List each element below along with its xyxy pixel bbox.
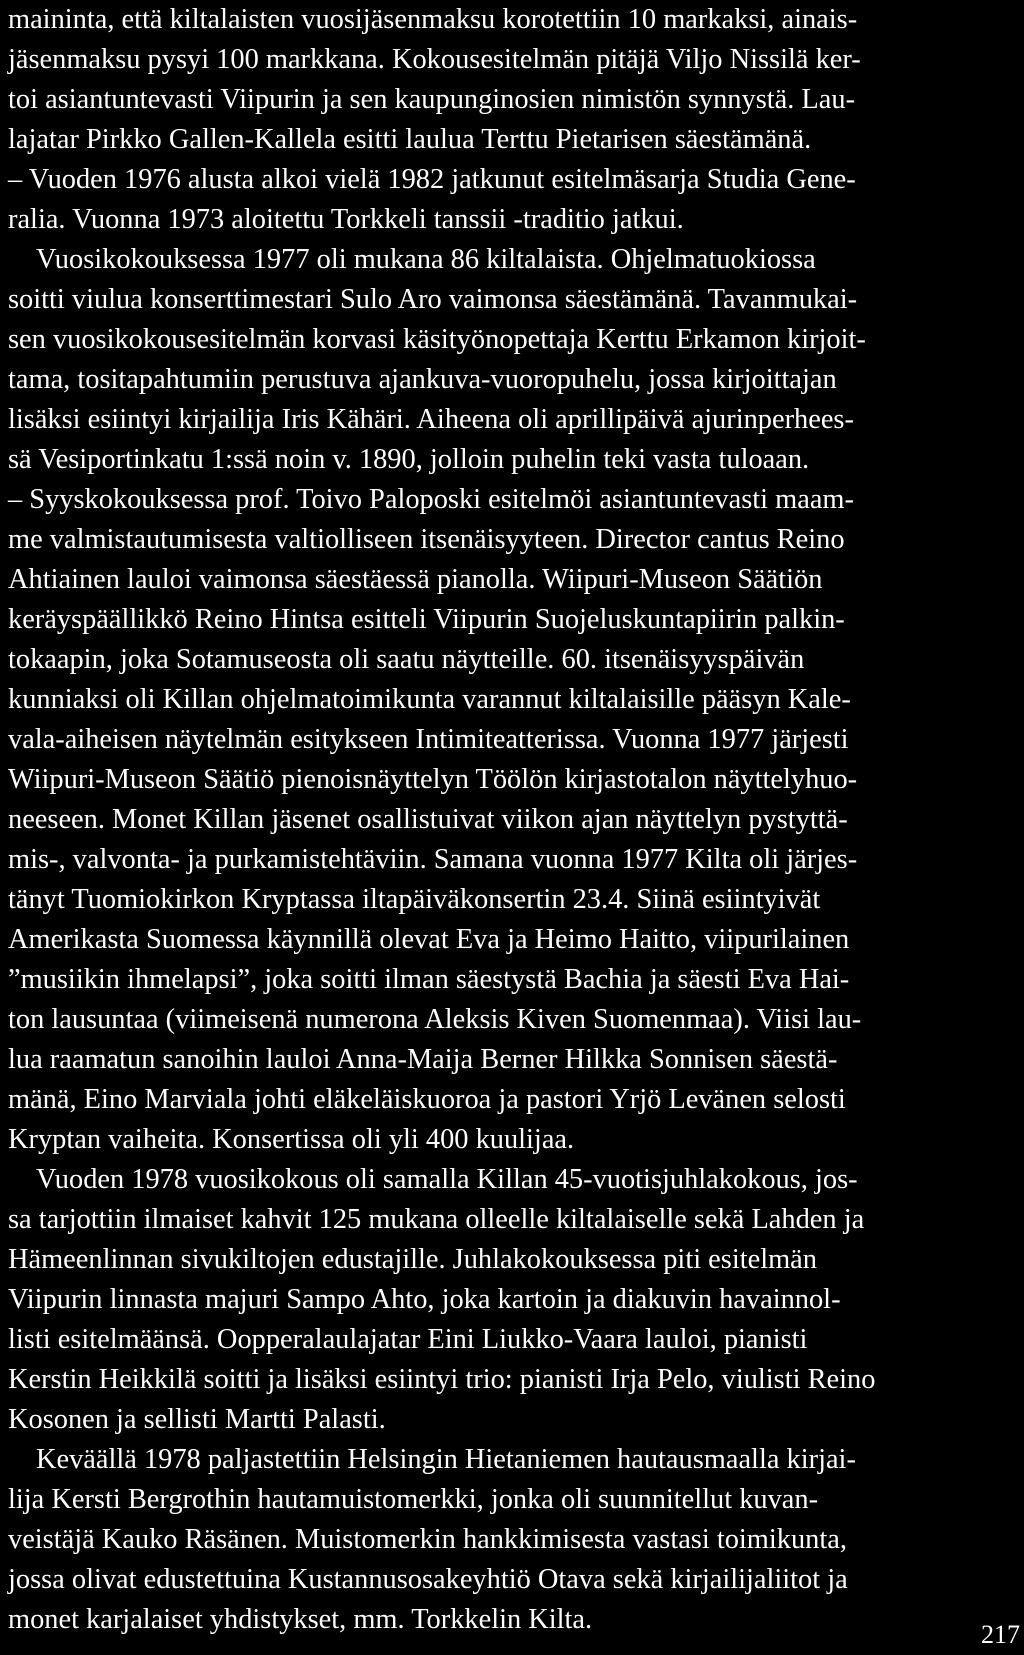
text-line: monet karjalaiset yhdistykset, mm. Torkkelin Kilta.: [8, 1604, 593, 1635]
text-line: tokaapin, joka Sotamuseosta oli saatu näytteille. 60. itsenäisyyspäivän: [8, 644, 805, 675]
text-line: lua raamatun sanoihin lauloi Anna-Maija Berner Hilkka Sonnisen säestä-: [8, 1044, 838, 1075]
text-line: tama, tositapahtumiin perustuva ajankuva-vuoropuhelu, jossa kirjoittajan: [8, 364, 837, 395]
text-line: – Vuoden 1976 alusta alkoi vielä 1982 jatkunut esitelmäsarja Studia Gene-: [8, 164, 856, 195]
text-line: Wiipuri-Museon Säätiö pienoisnäyttelyn Töölön kirjastotalon näyttelyhuo-: [8, 764, 858, 795]
text-line: jäsenmaksu pysyi 100 markkana. Kokousesitelmän pitäjä Viljo Nissilä ker-: [8, 44, 861, 75]
text-line: Kosonen ja sellisti Martti Palasti.: [8, 1404, 386, 1435]
text-line: mänä, Eino Marviala johti eläkeläiskuoroa ja pastori Yrjö Levänen selosti: [8, 1084, 846, 1115]
text-line: sen vuosikokousesitelmän korvasi käsityönopettaja Kerttu Erkamon kirjoit-: [8, 324, 866, 355]
text-line: sa tarjottiin ilmaiset kahvit 125 mukana olleelle kiltalaiselle sekä Lahden ja: [8, 1204, 865, 1235]
text-line: – Syyskokouksessa prof. Toivo Paloposki esitelmöi asiantuntevasti maam-: [8, 484, 854, 515]
text-line: Amerikasta Suomessa käynnillä olevat Eva ja Heimo Haitto, viipurilainen: [8, 924, 850, 955]
text-line: Viipurin linnasta majuri Sampo Ahto, joka kartoin ja diakuvin havainnol-: [8, 1284, 841, 1315]
paragraph-start-line: Vuosikokouksessa 1977 oli mukana 86 kiltalaista. Ohjelmatuokiossa: [36, 244, 816, 275]
text-line: lajatar Pirkko Gallen-Kallela esitti laulua Terttu Pietarisen säestämänä.: [8, 124, 812, 155]
text-line: toi asiantuntevasti Viipurin ja sen kaupunginosien nimistön synnystä. Lau-: [8, 84, 856, 115]
text-line: Hämeenlinnan sivukiltojen edustajille. Juhlakokouksessa piti esitelmän: [8, 1244, 817, 1275]
page-number: 217: [981, 1620, 1020, 1649]
text-line: veistäjä Kauko Räsänen. Muistomerkin hankkimisesta vastasi toimikunta,: [8, 1524, 847, 1555]
text-line: tänyt Tuomiokirkon Kryptassa iltapäiväkonsertin 23.4. Siinä esiintyivät: [8, 884, 821, 915]
text-line: listi esitelmäänsä. Oopperalaulajatar Eini Liukko-Vaara lauloi, pianisti: [8, 1324, 808, 1355]
text-line: me valmistautumisesta valtiolliseen itsenäisyyteen. Director cantus Reino: [8, 524, 845, 555]
text-line: mis-, valvonta- ja purkamistehtäviin. Samana vuonna 1977 Kilta oli järjes-: [8, 844, 858, 875]
paragraph-start-line: Vuoden 1978 vuosikokous oli samalla Killan 45-vuotisjuhlakokous, jos-: [36, 1164, 858, 1195]
document-page: [8, 0, 1020, 1655]
text-line: sä Vesiportinkatu 1:ssä noin v. 1890, jolloin puhelin teki vasta tuloaan.: [8, 444, 810, 475]
text-line: kunniaksi oli Killan ohjelmatoimikunta varannut kiltalaisille pääsyn Kale-: [8, 684, 851, 715]
text-line: Kryptan vaiheita. Konsertissa oli yli 400 kuulijaa.: [8, 1124, 575, 1155]
text-line: maininta, että kiltalaisten vuosijäsenmaksu korotettiin 10 markaksi, ainais-: [8, 4, 858, 35]
paragraph-start-line: Keväällä 1978 paljastettiin Helsingin Hietaniemen hautausmaalla kirjai-: [36, 1444, 856, 1475]
text-line: Ahtiainen lauloi vaimonsa säestäessä pianolla. Wiipuri-Museon Säätiön: [8, 564, 823, 595]
text-line: Kerstin Heikkilä soitti ja lisäksi esiintyi trio: pianisti Irja Pelo, viulisti Reino: [8, 1364, 876, 1395]
text-line: soitti viulua konserttimestari Sulo Aro vaimonsa säestämänä. Tavanmukai-: [8, 284, 858, 315]
text-line: ”musiikin ihmelapsi”, joka soitti ilman säestystä Bachia ja säesti Eva Hai-: [8, 964, 850, 995]
text-line: jossa olivat edustettuina Kustannusosakeyhtiö Otava sekä kirjailijaliitot ja: [8, 1564, 848, 1595]
text-line: ton lausuntaa (viimeisenä numerona Aleksis Kiven Suomenmaa). Viisi lau-: [8, 1004, 862, 1035]
text-line: keräyspäällikkö Reino Hintsa esitteli Viipurin Suojeluskuntapiirin palkin-: [8, 604, 845, 635]
text-line: lisäksi esiintyi kirjailija Iris Kähäri. Aiheena oli aprillipäivä ajurinperhees-: [8, 404, 854, 435]
text-line: neeseen. Monet Killan jäsenet osallistuivat viikon ajan näyttelyn pystyttä-: [8, 804, 848, 835]
text-line: vala-aiheisen näytelmän esitykseen Intimiteatterissa. Vuonna 1977 järjesti: [8, 724, 849, 755]
text-line: ralia. Vuonna 1973 aloitettu Torkkeli tanssii -traditio jatkui.: [8, 204, 684, 235]
text-line: lija Kersti Bergrothin hautamuistomerkki, jonka oli suunnitellut kuvan-: [8, 1484, 819, 1515]
